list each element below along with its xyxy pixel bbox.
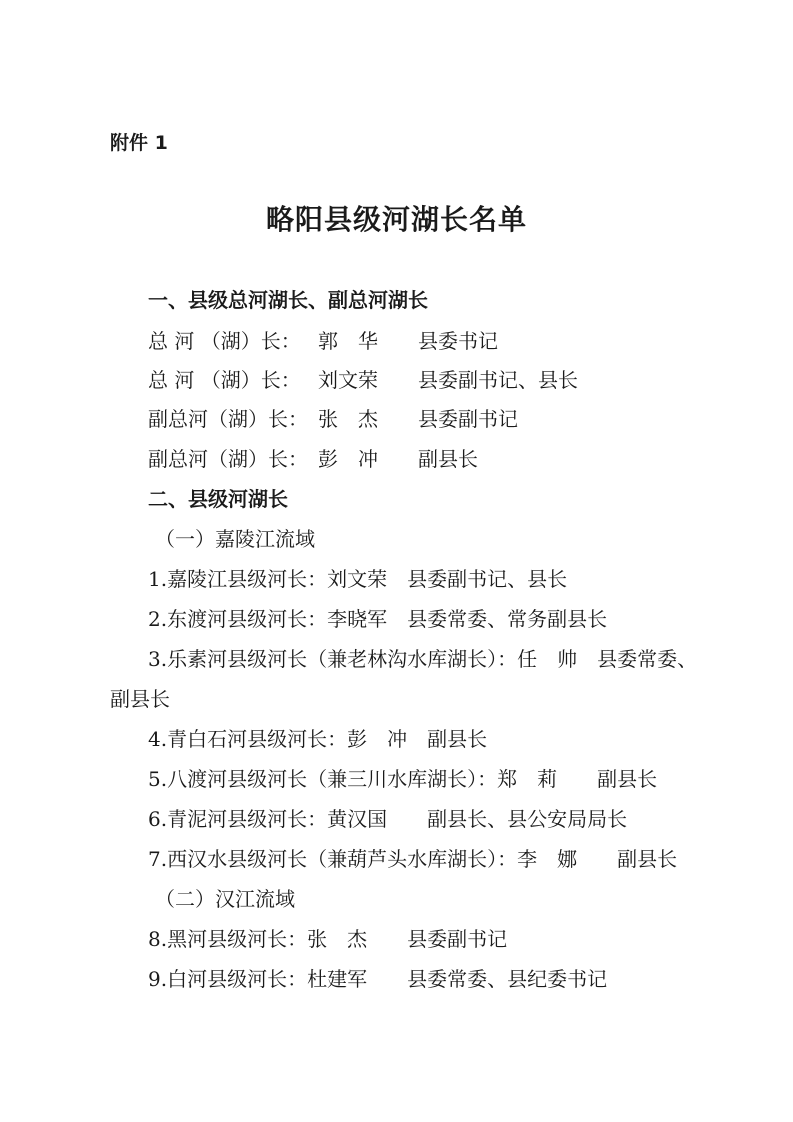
list-item: 8.黑河县级河长：张 杰 县委副书记	[148, 927, 508, 951]
leader-position: 副县长	[418, 447, 478, 471]
section-heading-1: 一、县级总河湖长、副总河湖长	[148, 288, 428, 312]
leader-row	[148, 409, 708, 429]
leader-name: 刘文荣	[318, 368, 378, 392]
role-label: 副总河（湖）长：	[148, 447, 308, 471]
role-label: 总 河 （湖）长：	[148, 368, 301, 392]
leader-position: 县委副书记	[418, 407, 518, 431]
leader-name: 郭 华	[318, 329, 378, 353]
list-item: 2.东渡河县级河长：李晓军 县委常委、常务副县长	[148, 607, 608, 631]
list-item: 4.青白石河县级河长：彭 冲 副县长	[148, 727, 488, 751]
document-title: 略阳县级河湖长名单	[265, 203, 527, 236]
list-item: 3.乐素河县级河长（兼老林沟水库湖长）：任 帅 县委常委、	[148, 647, 698, 671]
leader-name: 张 杰	[318, 407, 378, 431]
leader-position: 县委书记	[418, 329, 498, 353]
leader-row	[148, 331, 708, 351]
role-label: 副总河（湖）长：	[148, 407, 308, 431]
subsection-heading: （二）汉江流域	[155, 887, 295, 911]
leader-name: 彭 冲	[318, 447, 378, 471]
leader-row	[148, 449, 708, 469]
attachment-label: 附件 1	[110, 132, 168, 154]
list-item: 6.青泥河县级河长：黄汉国 副县长、县公安局局长	[148, 807, 628, 831]
leader-position: 县委副书记、县长	[418, 368, 578, 392]
list-item: 5.八渡河县级河长（兼三川水库湖长）：郑 莉 副县长	[148, 767, 658, 791]
section-heading-2: 二、县级河湖长	[148, 487, 288, 511]
list-item: 7.西汉水县级河长（兼葫芦头水库湖长）：李 娜 副县长	[148, 847, 678, 871]
role-label: 总 河 （湖）长：	[148, 329, 301, 353]
subsection-heading: （一）嘉陵江流域	[155, 527, 315, 551]
list-item-continuation: 副县长	[110, 687, 170, 711]
list-item: 1.嘉陵江县级河长：刘文荣 县委副书记、县长	[148, 567, 568, 591]
list-item: 9.白河县级河长：杜建军 县委常委、县纪委书记	[148, 967, 608, 991]
leader-row	[148, 370, 708, 390]
